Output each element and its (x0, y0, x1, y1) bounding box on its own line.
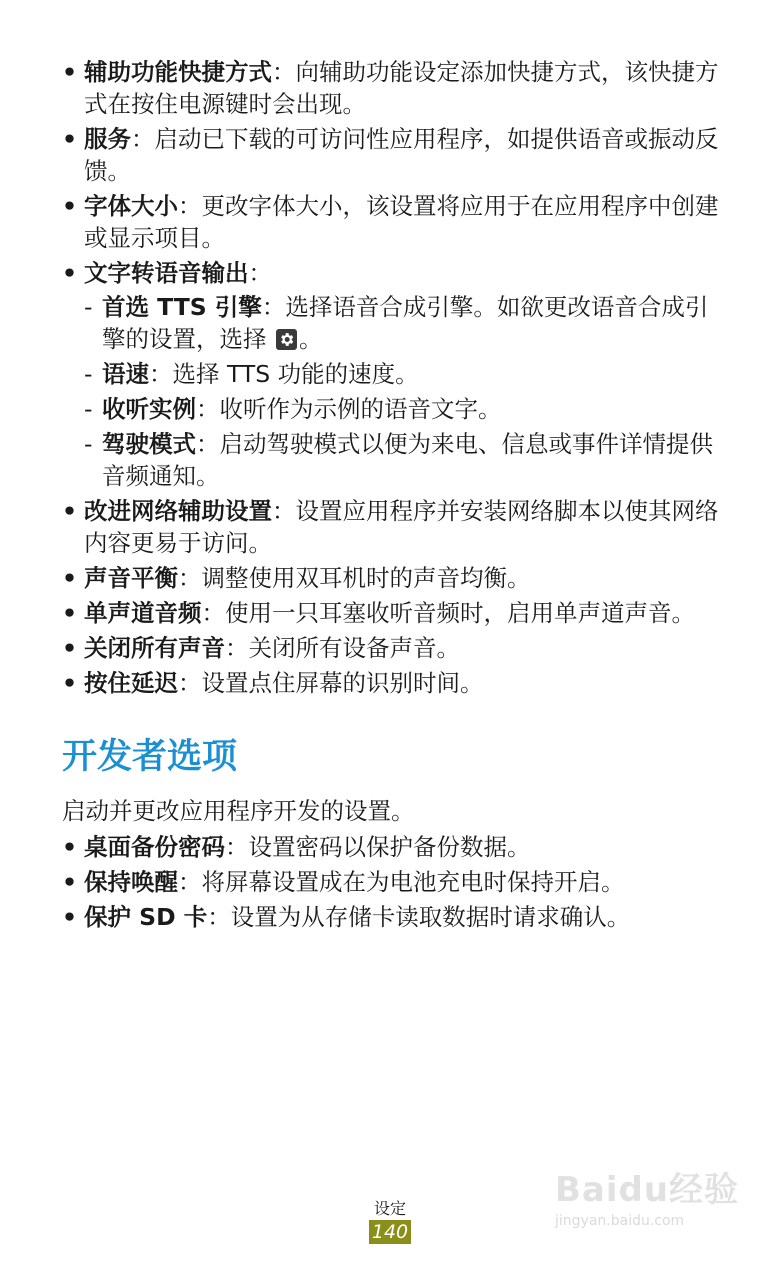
list-item: • 辅助功能快捷方式：向辅助功能设定添加快捷方式，该快捷方式在按住电源键时会出现。 (62, 56, 730, 120)
list-item: • 服务：启动已下载的可访问性应用程序，如提供语音或振动反馈。 (62, 123, 730, 187)
sub-list-item: - 首选 TTS 引擎：选择语音合成引擎。如欲更改语音合成引擎的设置，选择 。 (84, 291, 730, 355)
accessibility-list (62, 56, 730, 699)
sub-list-item: - 收听实例：收听作为示例的语音文字。 (84, 393, 730, 425)
page-number-badge: 140 (369, 1220, 411, 1244)
section-title: 开发者选项 (62, 737, 238, 777)
list-item: • 声音平衡：调整使用双耳机时的声音均衡。 (62, 562, 730, 594)
list-item: • 单声道音频：使用一只耳塞收听音频时，启用单声道声音。 (62, 597, 730, 629)
list-item: • 按住延迟：设置点住屏幕的识别时间。 (62, 667, 730, 699)
tts-sub-list (84, 291, 730, 492)
settings-gear-icon (276, 329, 297, 350)
sub-list-item: - 语速：选择 TTS 功能的速度。 (84, 358, 730, 390)
baidu-watermark (555, 1162, 745, 1252)
sub-list-item: - 驾驶模式：启动驾驶模式以便为来电、信息或事件详情提供音频通知。 (84, 428, 730, 492)
document-body (62, 56, 730, 936)
list-item: • 桌面备份密码：设置密码以保护备份数据。 (62, 831, 730, 863)
list-item: • 保护 SD 卡：设置为从存储卡读取数据时请求确认。 (62, 901, 730, 933)
watermark-logo-text: Baidu经验 (555, 1170, 740, 1210)
list-item: • 字体大小：更改字体大小，该设置将应用于在应用程序中创建或显示项目。 (62, 190, 730, 254)
section-intro: 启动并更改应用程序开发的设置。 (62, 797, 415, 825)
list-item: • 保持唤醒：将屏幕设置成在为电池充电时保持开启。 (62, 866, 730, 898)
watermark-url: jingyan.baidu.com (555, 1213, 685, 1229)
developer-list (62, 831, 730, 933)
list-item: • 改进网络辅助设置：设置应用程序并安装网络脚本以使其网络内容更易于访问。 (62, 495, 730, 559)
list-item: • 文字转语音输出： - 首选 TTS 引擎：选择语音合成引擎。如欲更改语音合成引擎的设置，选择 。 - 语速：选择 TTS 功能的速度。 - 收听实例：收听作为示例的语音文字。 - 驾驶模式：启动驾驶模式以便为来电、信息或事件详情提供音频通知。 (62, 257, 730, 492)
footer-section-label: 设定 (373, 1199, 406, 1218)
list-item: • 关闭所有声音：关闭所有设备声音。 (62, 632, 730, 664)
